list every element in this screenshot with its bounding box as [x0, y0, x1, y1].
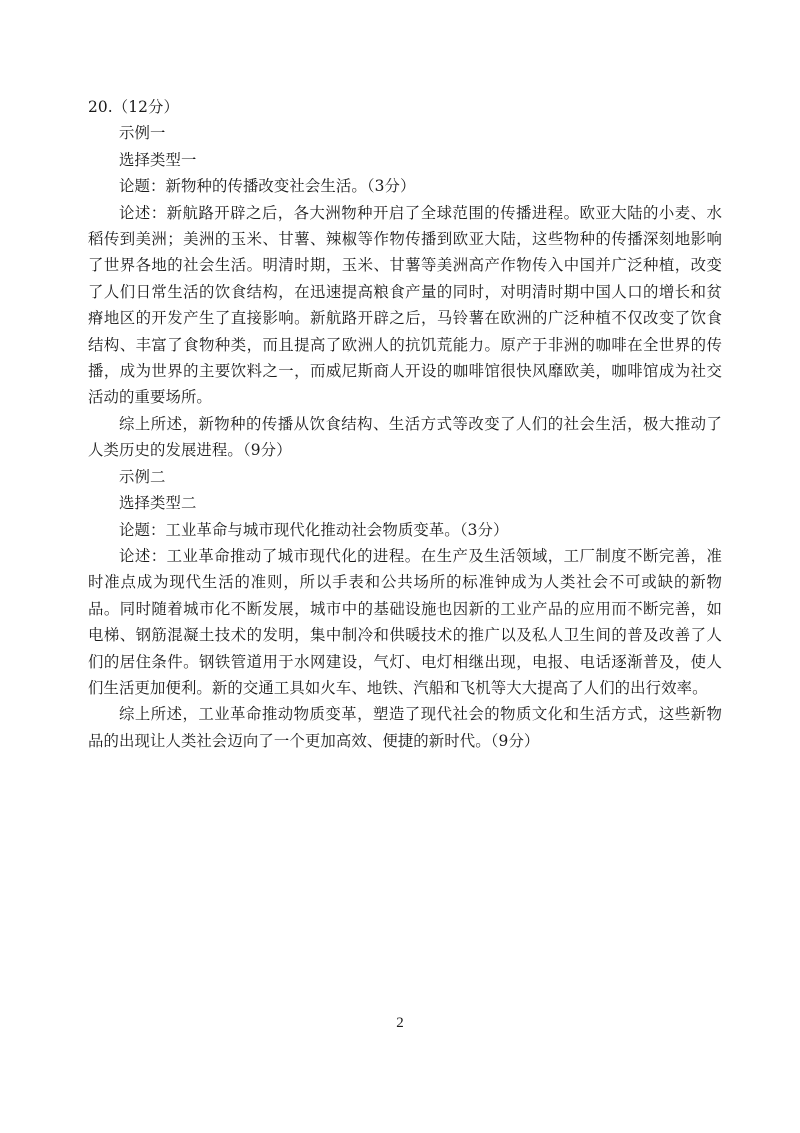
question-header: 20.（12分） — [88, 98, 180, 116]
example-1-heading: 示例一 — [119, 124, 166, 143]
answer-page — [88, 94, 722, 754]
example-1-argument: 论述：新航路开辟之后，各大洲物种开启了全球范围的传播进程。欧亚大陆的小麦、水稻传到美洲；美洲的玉米、甘薯、辣椒等作物传播到欧亚大陆，这些物种的传播深刻地影响了世界各地的社会生活。明清时期，玉米、甘薯等美洲高产作物传入中国并广泛种植，改变了人们日常生活的饮食结构，在迅速提高粮食产量的同时，对明清时期中国人口的增长和贫瘠地区的开发产生了直接影响。新航路开辟之后，马铃薯在欧洲的广泛种植不仅改变了饮食结构、丰富了食物种类，而且提高了欧洲人的抗饥荒能力。原产于非洲的咖啡在全世界的传播，成为世界的主要饮料之一，而威尼斯商人开设的咖啡馆很快风靡欧美，咖啡馆成为社交活动的重要场所。 — [88, 203, 722, 407]
example-2-conclusion: 综上所述，工业革命推动物质变革，塑造了现代社会的物质文化和生活方式，这些新物品的出现让人类社会迈向了一个更加高效、便捷的新时代。（9分） — [88, 705, 722, 750]
example-2-thesis: 论题：工业革命与城市现代化推动社会物质变革。（3分） — [119, 520, 509, 539]
example-1-type: 选择类型一 — [119, 150, 197, 169]
page-number: 2 — [396, 1015, 404, 1031]
example-1-conclusion: 综上所述，新物种的传播从饮食结构、生活方式等改变了人们的社会生活，极大推动了人类历史的发展进程。（9分） — [88, 414, 722, 460]
example-2-type: 选择类型二 — [119, 494, 197, 513]
example-1-thesis: 论题：新物种的传播改变社会生活。（3分） — [119, 177, 416, 196]
example-2-argument: 论述：工业革命推动了城市现代化的进程。在生产及生活领域，工厂制度不断完善，准时准点成为现代生活的准则，所以手表和公共场所的标准钟成为人类社会不可或缺的新物品。同时随着城市化不断发展，城市中的基础设施也因新的工业产品的应用而不断完善，如电梯、钢筋混凝土技术的发明，集中制冷和供暖技术的推广以及私人卫生间的普及改善了人们的居住条件。钢铁管道用于水网建设，气灯、电灯相继出现，电报、电话逐渐普及，使人们生活更加便利。新的交通工具如火车、地铁、汽船和飞机等大大提高了人们的出行效率。 — [88, 546, 722, 697]
example-2-heading: 示例二 — [119, 467, 166, 486]
